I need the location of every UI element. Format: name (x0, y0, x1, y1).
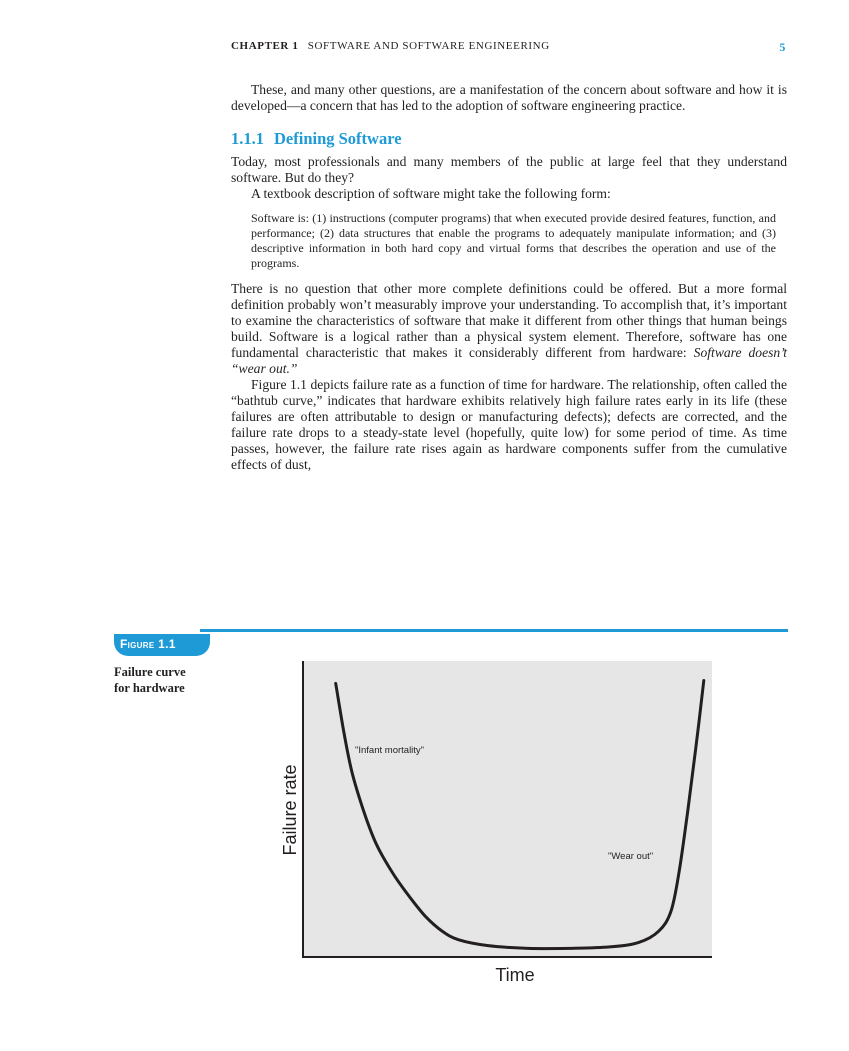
annotation-infant-mortality: "Infant mortality" (355, 745, 425, 756)
bathtub-chart (270, 655, 720, 990)
figure-caption-line-2: for hardware (114, 681, 185, 695)
chapter-title: SOFTWARE AND SOFTWARE ENGINEERING (307, 40, 550, 52)
annotation-wear-out: "Wear out" (608, 851, 654, 862)
page-number: 5 (779, 40, 786, 54)
paragraph-2: A textbook description of software might take the following form: (251, 186, 611, 201)
figure-caption (114, 664, 224, 696)
paragraph-1: Today, most professionals and many members of the public at large feel that they understand software. But do they? (231, 154, 787, 185)
paragraph-3-emphasis: Software doesn’t “wear out.” (231, 345, 787, 376)
definition-quote: Software is: (1) instructions (computer programs) that when executed provide desired features, function, and performance; (2) data structures that enable the programs to adequately manipulate information; and (3) descriptive information in both hard copy and virtual forms that describes the operation and use of the programs. (251, 211, 776, 270)
y-axis-label: Failure rate (280, 764, 300, 856)
paragraph-3 (231, 281, 787, 377)
figure-label: Figure 1.1 (120, 637, 176, 651)
figure-caption-line-1: Failure curve (114, 665, 186, 679)
section-title: Defining Software (274, 129, 402, 148)
paragraph-4: Figure 1.1 depicts failure rate as a function of time for hardware. The relationship, often called the “bathtub curve,” indicates that hardware exhibits relatively high failure rates early in its life (these failures are often attributable to design or manufacturing defects); defects are corrected, and the failure rate drops to a steady-state level (hopefully, quite low) for some period of time. As time passes, however, the failure rate rises again as hardware components suffer from the cumulative effects of dust, (231, 377, 787, 472)
chapter-label: CHAPTER 1 (231, 40, 299, 52)
running-head (231, 40, 786, 56)
section-heading (231, 130, 787, 148)
body-text (231, 82, 787, 473)
x-axis-label: Time (495, 965, 535, 985)
intro-paragraph: These, and many other questions, are a manifestation of the concern about software and how it is developed—a concern that has led to the adoption of software engineering practice. (231, 82, 787, 113)
figure-rule (200, 629, 788, 632)
section-number: 1.1.1 (231, 129, 264, 148)
paragraph-3-text: There is no question that other more complete definitions could be offered. But a more formal definition probably won’t measurably improve your understanding. To accomplish that, it’s important to examine the characteristics of software that make it different from other things that human beings build. Software is a logical rather than a physical system element. Therefore, software has one fundamental characteristic that makes it considerably different from hardware: (231, 281, 787, 360)
